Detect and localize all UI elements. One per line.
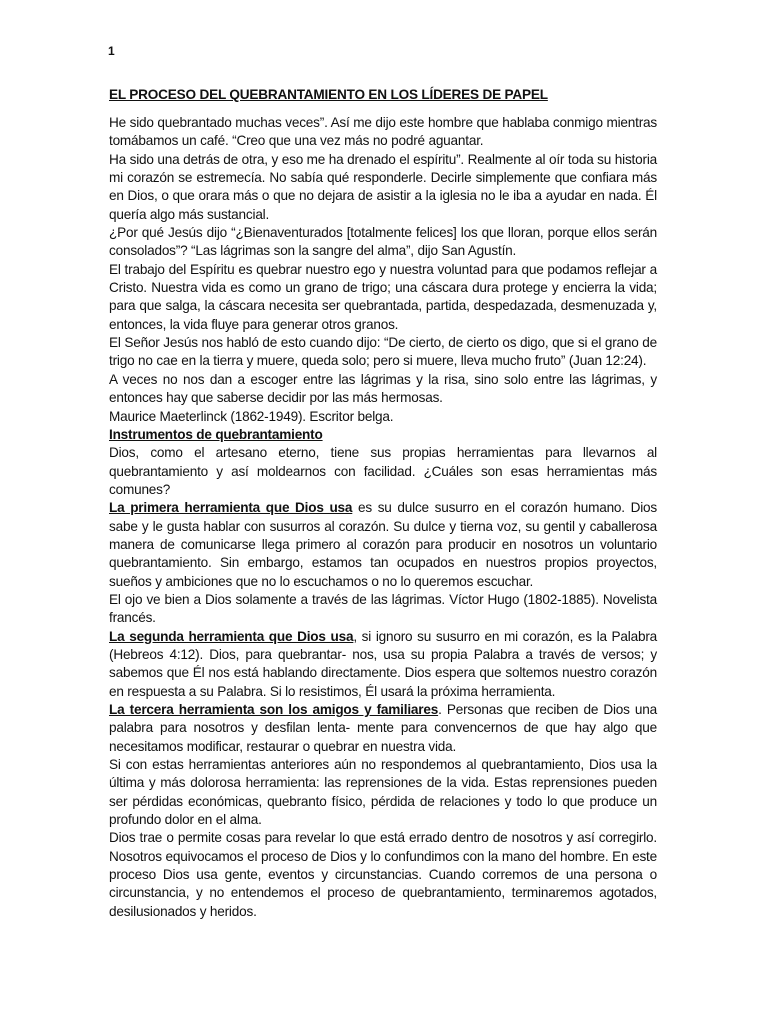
document-body [109, 86, 657, 921]
tool-text-2: , si ignoro su susurro en mi corazón, es la Palabra (Hebreos 4:12). Dios, para quebrantar- nos, usa su propia Palabra a través de versos; y sabemos que Él nos está hablando directamente. Dios espera que soltemos nuestro corazón en respuesta a su Palabra. Si lo resistimos, Él usará la próxima herramienta. [109, 628, 658, 699]
section-heading: Instrumentos de quebrantamiento [109, 426, 323, 442]
paragraph: Si con estas herramientas anteriores aún no respondemos al quebrantamiento, Dios usa la última y más dolorosa herramienta: las reprensiones de la vida. Estas reprensiones pueden ser pérdidas económicas, quebranto físico, pérdida de relaciones y todo lo que produce un profundo dolor en el alma. [109, 757, 657, 828]
paragraph: Dios trae o permite cosas para revelar lo que está errado dentro de nosotros y así corregirlo. Nosotros equivocamos el proceso de Dios y lo confundimos con la mano del hombre. En este proceso Dios usa gente, eventos y circunstancias. Cuando corremos de una persona o circunstancia, y no entendemos el proceso de quebrantamiento, terminaremos agotados, desilusionados y heridos. [109, 830, 657, 919]
tool-text-1: es su dulce susurro en el corazón humano. Dios sabe y le gusta hablar con susurros al corazón. Su dulce y tierna voz, su gentil y caballerosa manera de comunicarse llega primero al corazón para producir en nosotros un voluntario quebrantamiento. Sin embargo, estamos tan ocupados en nuestros propios proyectos, sueños y ambiciones que no lo escuchamos o no lo queremos escuchar. [109, 500, 657, 589]
attribution: Maurice Maeterlinck (1862-1949). Escritor belga. [109, 408, 394, 424]
tool-lead-1: La primera herramienta que Dios usa [109, 500, 353, 516]
tool-lead-2: La segunda herramienta que Dios usa [109, 628, 354, 644]
page-number: 1 [108, 44, 115, 58]
document-title: EL PROCESO DEL QUEBRANTAMIENTO EN LOS LÍDERES DE PAPEL [109, 87, 548, 102]
tool-paragraph-3 [109, 701, 657, 756]
paragraph: A veces no nos dan a escoger entre las lágrimas y la risa, sino solo entre las lágrimas, y entonces hay que saberse decidir por las más hermosas. [109, 371, 657, 406]
paragraph: ¿Por qué Jesús dijo “¿Bienaventurados [totalmente felices] los que lloran, porque ellos serán consolados”? “Las lágrimas son la sangre del alma”, dijo San Agustín. [109, 225, 657, 259]
tool-lead-3: La tercera herramienta son los amigos y familiares [109, 702, 439, 717]
paragraph: El trabajo del Espíritu es quebrar nuestro ego y nuestra voluntad para que podamos reflejar a Cristo. Nuestra vida es como un grano de trigo; una cáscara dura protege y encierra la vida; para que salga, la cáscara necesita ser quebrantada, partida, despedazada, desmenuzada y, entonces, la vida fluye para generar otros granos. [109, 261, 657, 332]
tool-text-3: . Personas que reciben de Dios una palabra para nosotros y desfilan lenta- mente para convencernos de que hay algo que necesitamos modificar, restaurar o quebrar en nuestra vida. [109, 702, 658, 754]
tool-paragraph-2 [109, 628, 657, 701]
quote-paragraph: El ojo ve bien a Dios solamente a través de las lágrimas. Víctor Hugo (1802-1885). Novelista francés. [109, 591, 657, 626]
paragraph: El Señor Jesús nos habló de esto cuando dijo: “De cierto, de cierto os digo, que si el grano de trigo no cae en la tierra y muere, queda solo; pero si muere, lleva mucho fruto” (Juan 12:24). [109, 335, 657, 369]
tool-paragraph-1 [109, 499, 657, 591]
paragraph: Ha sido una detrás de otra, y eso me ha drenado el espíritu”. Realmente al oír toda su historia mi corazón se estremecía. No sabía qué responderle. Decirle simplemente que confiara más en Dios, o que orara más o que no dejara de asistir a la iglesia no le iba a ayudar en nada. Él quería algo más sustancial. [109, 151, 657, 222]
paragraph: Dios, como el artesano eterno, tiene sus propias herramientas para llevarnos al quebrantamiento y así moldearnos con facilidad. ¿Cuáles son esas herramientas más comunes? [109, 445, 657, 497]
paragraph: He sido quebrantado muchas veces”. Así me dijo este hombre que hablaba conmigo mientras tomábamos un café. “Creo que una vez más no podré aguantar. [109, 115, 657, 149]
